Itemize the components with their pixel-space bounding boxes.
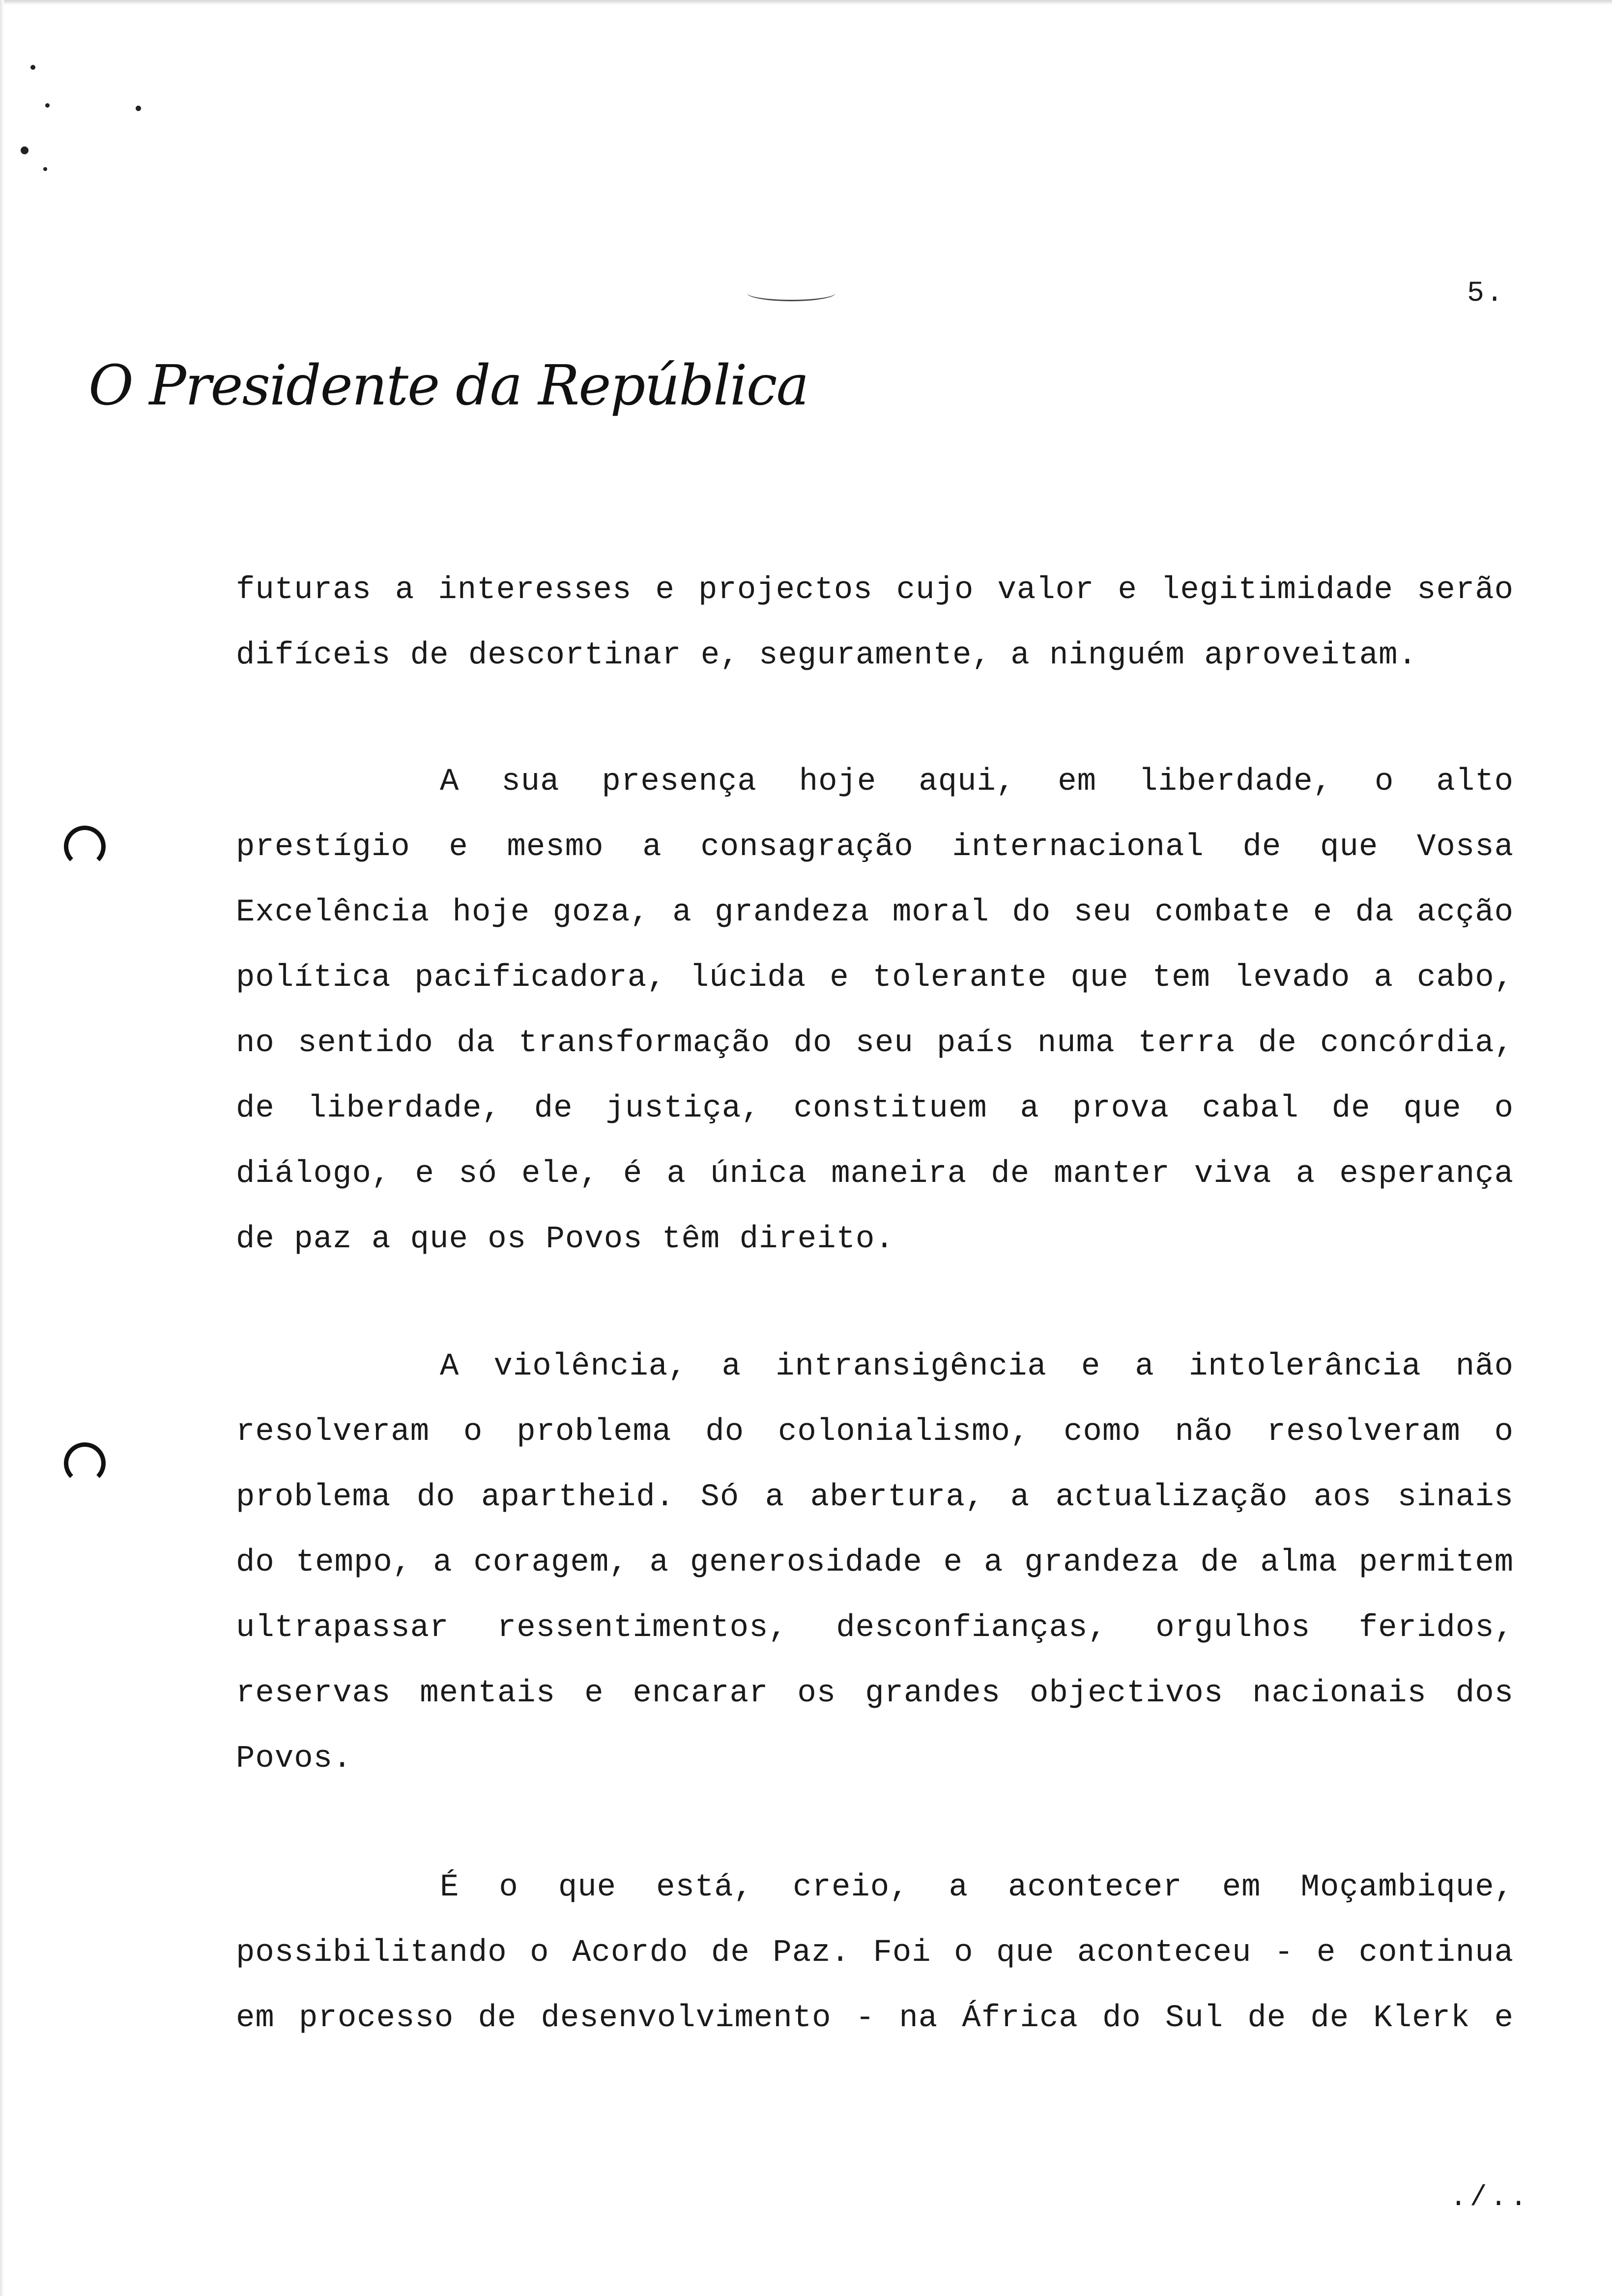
text-line: reservas mentais e encarar os grandes objectivos nacionais dos [236, 1676, 1514, 1711]
text-line: no sentido da transformação do seu país numa terra de concórdia, [236, 1026, 1514, 1061]
binder-hole [64, 826, 106, 867]
paragraph-4 [236, 1855, 1514, 2051]
text-line: em processo de desenvolvimento - na África do Sul de de Klerk e [236, 2001, 1514, 2036]
scan-speck [136, 106, 141, 111]
text-line: prestígio e mesmo a consagração internacional de que Vossa [236, 830, 1514, 865]
text-line: resolveram o problema do colonialismo, como não resolveram o [236, 1414, 1514, 1450]
text-line: futuras a interesses e projectos cujo valor e legitimidade serão [236, 573, 1514, 608]
scan-speck [30, 65, 35, 70]
text-line: A violência, a intransigência e a intolerância não [440, 1349, 1514, 1384]
scan-speck [43, 167, 47, 171]
binder-hole [64, 1442, 106, 1484]
text-line: ultrapassar ressentimentos, desconfianças, orgulhos feridos, [236, 1610, 1514, 1646]
paragraph-3 [236, 1334, 1514, 1792]
scan-edge-left [0, 0, 4, 2296]
paragraph-1 [236, 558, 1514, 689]
text-line: Povos. [236, 1741, 352, 1777]
continuation-mark: ./.. [1450, 2182, 1530, 2214]
text-line: diálogo, e só ele, é a única maneira de manter viva a esperança [236, 1156, 1514, 1192]
text-line: A sua presença hoje aqui, em liberdade, o alto [440, 764, 1514, 800]
text-line: política pacificadora, lúcida e tolerante que tem levado a cabo, [236, 960, 1514, 996]
text-line: do tempo, a coragem, a generosidade e a grandeza de alma permitem [236, 1545, 1514, 1580]
text-line: de liberdade, de justiça, constituem a prova cabal de que o [236, 1091, 1514, 1126]
scan-edge-top [0, 0, 1612, 5]
text-line: problema do apartheid. Só a abertura, a actualização aos sinais [236, 1480, 1514, 1515]
text-line: difíceis de descortinar e, seguramente, a ninguém aproveitam. [236, 638, 1417, 673]
text-line: É o que está, creio, a acontecer em Moçambique, [440, 1870, 1514, 1905]
page-number: 5. [1467, 278, 1505, 310]
paragraph-2 [236, 749, 1514, 1272]
text-line: Excelência hoje goza, a grandeza moral do seu combate e da acção [236, 895, 1514, 930]
text-line: de paz a que os Povos têm direito. [236, 1222, 894, 1257]
letterhead: O Presidente da República [88, 354, 808, 418]
scan-smudge [747, 285, 835, 301]
text-line: possibilitando o Acordo de Paz. Foi o que aconteceu - e continua [236, 1935, 1514, 1971]
scan-speck [21, 146, 29, 154]
scan-speck [45, 103, 50, 108]
